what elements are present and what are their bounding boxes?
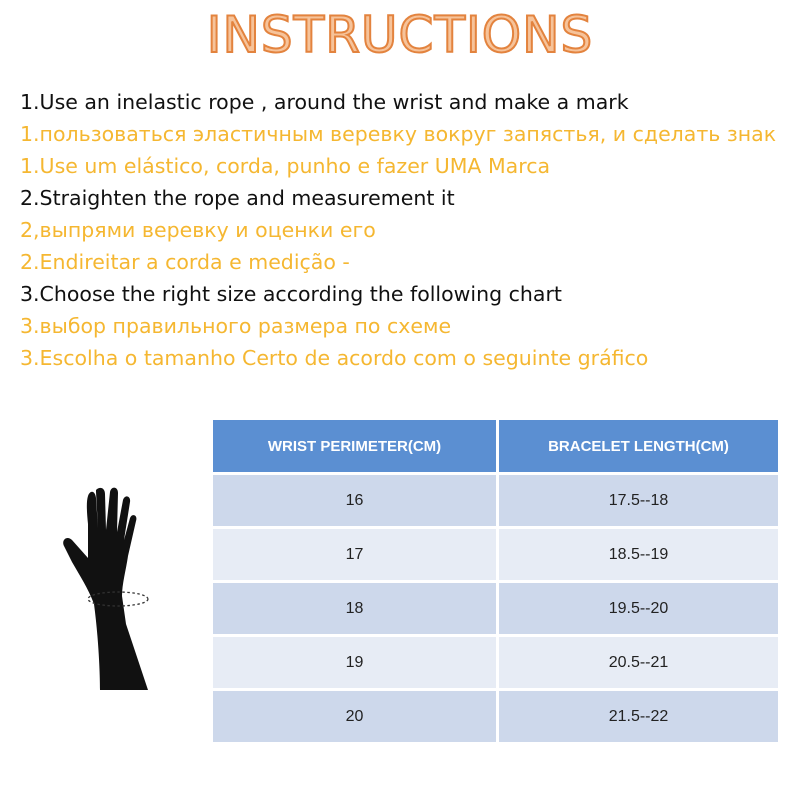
wrist-perimeter-cell: 19 [213,637,499,691]
table-row [213,637,778,691]
table-header-row [213,420,778,475]
instruction-line: 3.выбор правильного размера по схеме [20,314,452,338]
instruction-line: 2.Straighten the rope and measurement it [20,186,455,210]
bracelet-length-cell: 18.5--19 [499,529,778,583]
page-title: INSTRUCTIONS [206,6,594,64]
hand-wrist-measure-icon [60,484,160,690]
instruction-line: 3.Escolha o tamanho Certo de acordo com o seguinte gráfico [20,346,649,370]
wrist-perimeter-cell: 18 [213,583,499,637]
column-header-wrist-perimeter: WRIST PERIMETER(CM) [213,420,499,475]
instruction-list [20,86,795,374]
column-header-bracelet-length: BRACELET LENGTH(CM) [499,420,778,475]
instruction-line: 1.Use an inelastic rope , around the wrist and make a mark [20,90,629,114]
bracelet-length-cell: 20.5--21 [499,637,778,691]
instruction-line: 2.Endireitar a corda e medição - [20,250,350,274]
instruction-line: 3.Choose the right size according the following chart [20,282,562,306]
wrist-perimeter-cell: 16 [213,475,499,529]
size-chart-table [213,420,778,745]
instruction-line: 1.Use um elástico, corda, punho e fazer UMA Marca [20,154,551,178]
instruction-line: 2,выпрями веревку и оценки его [20,218,376,242]
instruction-line: 1.пользоваться эластичным веревку вокруг запястья, и сделать знак [20,122,777,146]
table-row [213,691,778,745]
bracelet-length-cell: 21.5--22 [499,691,778,745]
table-row [213,475,778,529]
wrist-perimeter-cell: 20 [213,691,499,745]
table-row [213,583,778,637]
wrist-perimeter-cell: 17 [213,529,499,583]
table-row [213,529,778,583]
bracelet-length-cell: 17.5--18 [499,475,778,529]
bracelet-length-cell: 19.5--20 [499,583,778,637]
